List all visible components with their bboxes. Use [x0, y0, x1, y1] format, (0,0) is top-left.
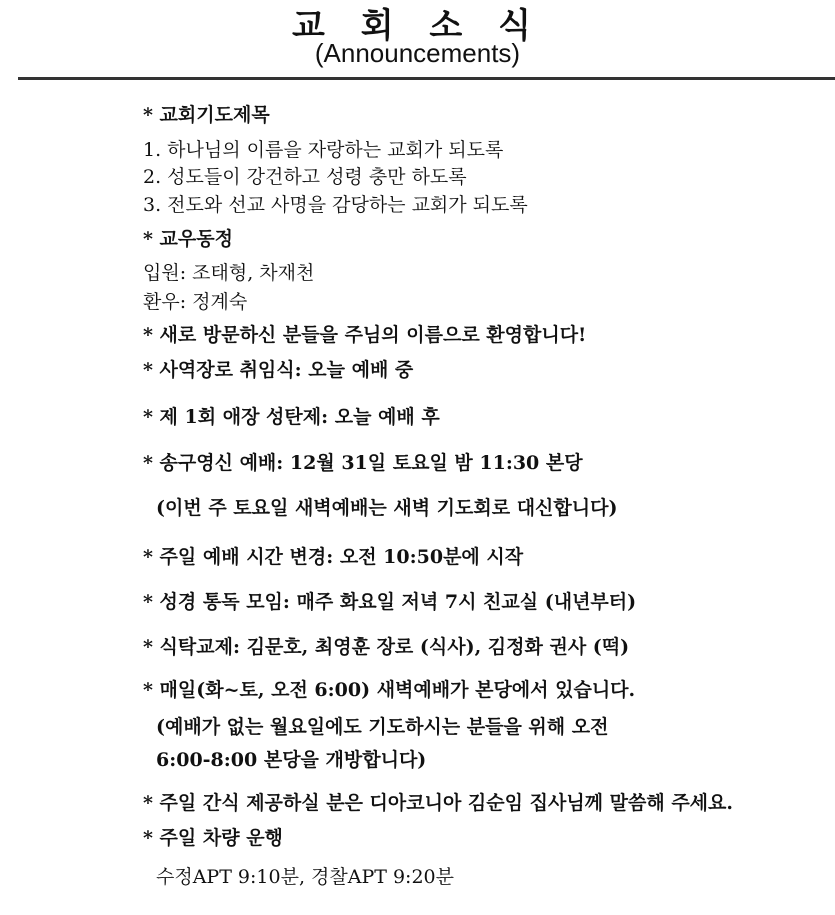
bible-reading-line: * 성경 통독 모임: 매주 화요일 저녁 7시 친교실 (내년부터): [143, 591, 637, 613]
page-subtitle: (Announcements): [314, 38, 521, 68]
fellowship-meal-line: * 식탁교제: 김문호, 최영훈 장로 (식사), 김정화 권사 (떡): [143, 636, 630, 658]
prayer-topic-1: 1. 하나님의 이름을 자랑하는 교회가 되도록: [143, 139, 504, 161]
prayer-topic-2: 2. 성도들이 강건하고 성령 충만 하도록: [143, 166, 467, 188]
prayer-topics-heading: * 교회기도제목: [143, 104, 270, 126]
welcome-line: * 새로 방문하신 분들을 주님의 이름으로 환영합니다!: [143, 324, 587, 346]
page-title: 교 회 소 식: [292, 6, 543, 46]
shuttle-schedule: 수정APT 9:10분, 경찰APT 9:20분: [156, 866, 454, 888]
patients-line: 환우: 정계숙: [143, 291, 248, 313]
member-news-heading: * 교우동정: [143, 228, 233, 250]
dawn-service-note-1: (예배가 없는 월요일에도 기도하시는 분들을 위해 오전: [156, 716, 609, 738]
dawn-service-note-2: 6:00-8:00 본당을 개방합니다): [156, 749, 427, 771]
elder-installation-line: * 사역장로 취임식: 오늘 예배 중: [143, 359, 414, 381]
new-year-service-note: (이번 주 토요일 새벽예배는 새벽 기도회로 대신합니다): [156, 497, 618, 519]
prayer-topic-3: 3. 전도와 선교 사명을 감당하는 교회가 되도록: [143, 194, 528, 216]
snack-provider-line: * 주일 간식 제공하실 분은 디아코니아 김순임 집사님께 말씀해 주세요.: [143, 792, 733, 814]
dawn-service-line: * 매일(화~토, 오전 6:00) 새벽예배가 본당에서 있습니다.: [143, 679, 636, 701]
new-year-service-line: * 송구영신 예배: 12월 31일 토요일 밤 11:30 본당: [143, 452, 583, 474]
service-time-change-line: * 주일 예배 시간 변경: 오전 10:50분에 시작: [143, 546, 524, 568]
christmas-event-line: * 제 1회 애장 성탄제: 오늘 예배 후: [143, 406, 440, 428]
hospitalized-line: 입원: 조태형, 차재천: [143, 262, 315, 284]
header-divider: [18, 77, 835, 80]
shuttle-heading: * 주일 차량 운행: [143, 827, 283, 849]
